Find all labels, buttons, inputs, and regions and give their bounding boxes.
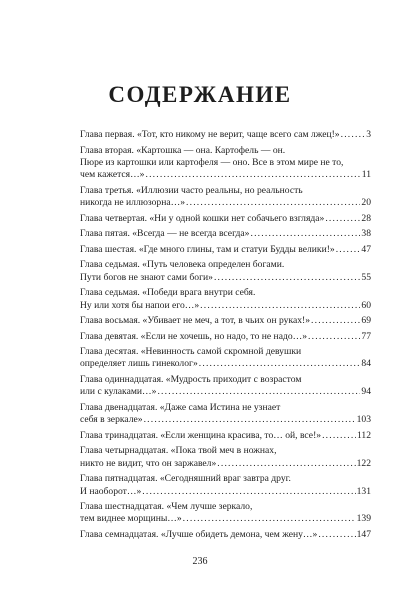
toc-page-number: 112 <box>356 429 371 441</box>
dot-leader <box>336 244 361 256</box>
toc-entry <box>80 259 371 287</box>
toc-page-number: 131 <box>356 485 371 497</box>
toc-entry-last-line <box>80 300 371 312</box>
toc-entry <box>80 331 371 347</box>
toc-entry-last-line <box>80 315 371 327</box>
dot-leader <box>325 213 360 225</box>
dot-leader <box>157 386 360 398</box>
toc-page-number: 38 <box>361 228 371 240</box>
dot-leader <box>311 315 360 327</box>
toc-entry-line: Глава первая. «Тот, кто никому не верит, чаще всего сам лжец!» <box>80 129 340 140</box>
toc-entry-line: или с кулаками…» <box>80 386 157 398</box>
toc-entry <box>80 529 371 545</box>
toc-entry-line: чем кажется…» <box>80 169 145 181</box>
toc-entry <box>80 501 371 529</box>
dot-leader <box>199 358 361 370</box>
dot-leader <box>214 272 360 284</box>
page-number: 236 <box>192 556 208 567</box>
toc-entry-line: Глава одиннадцатая. «Мудрость приходит с возрастом <box>80 373 302 385</box>
toc-entry-line: определяет лишь гинеколог» <box>80 358 198 370</box>
toc-entry <box>80 315 371 331</box>
toc-page-number: 77 <box>361 330 371 342</box>
toc-entry-line: Глава седьмая. «Путь человека определен богами. <box>80 259 285 271</box>
dot-leader <box>250 228 360 240</box>
toc-entry-line: себя в зеркале» <box>80 414 143 426</box>
dot-leader <box>145 169 360 181</box>
toc-entry-last-line <box>80 197 371 209</box>
toc-entry-last-line <box>80 458 371 470</box>
dot-leader <box>308 331 360 343</box>
toc-entry <box>80 287 371 315</box>
toc-entry-line: И наоборот…» <box>80 485 142 497</box>
dot-leader <box>144 414 356 426</box>
toc-entry <box>80 473 371 501</box>
toc-entry-line: Глава двенадцатая. «Даже сама Истина не узнает <box>80 401 281 413</box>
toc-page-number: 60 <box>361 299 371 311</box>
toc-entry-line: Глава шестнадцатая. «Чем лучше зеркало, <box>80 501 253 513</box>
toc-page-number: 11 <box>361 169 371 181</box>
toc-page-number: 147 <box>356 528 371 540</box>
toc-page-number: 84 <box>361 358 371 370</box>
dot-leader <box>183 513 356 525</box>
toc-entry-line: Глава пятнадцатая. «Сегодняшний враг завтра друг. <box>80 473 291 485</box>
toc-entry-line: тем виднее морщины…» <box>80 513 182 525</box>
toc-entry <box>80 402 371 430</box>
toc-entry-last-line <box>80 169 371 181</box>
dot-leader <box>142 486 355 498</box>
dot-leader <box>217 458 355 470</box>
toc-page-number: 103 <box>356 414 371 426</box>
toc-page-number: 3 <box>366 129 371 140</box>
toc-entry <box>80 346 371 374</box>
toc-entry-last-line <box>80 272 371 284</box>
dot-leader <box>186 197 360 209</box>
toc-entry-last-line <box>80 430 371 442</box>
toc-entry-last-line <box>80 213 371 225</box>
toc-entry-line: Глава пятая. «Всегда — не всегда всегда» <box>80 228 250 240</box>
toc-page-number: 94 <box>361 386 371 398</box>
toc-page-number: 47 <box>361 243 371 255</box>
toc-entry-line: Глава шестая. «Где много глины, там и статуи Будды велики!» <box>80 243 335 255</box>
toc-entry-line: Глава четырнадцатая. «Пока твой меч в ножнах, <box>80 445 277 457</box>
toc-entry-line: Глава восьмая. «Убивает не меч, а тот, в чьих он руках!» <box>80 315 311 327</box>
toc-entry-line: Глава четвертая. «Ни у одной кошки нет собачьего взгляда» <box>80 212 325 224</box>
toc-entry <box>80 244 371 260</box>
toc-entry <box>80 228 371 244</box>
toc-page-number: 28 <box>361 212 371 224</box>
toc-entry-last-line <box>80 386 371 398</box>
toc-entry-last-line <box>80 513 371 525</box>
toc-entry-line: никто не видит, что он заржавел» <box>80 457 217 469</box>
toc-entry-line: Глава третья. «Иллюзии часто реальны, но реальность <box>80 184 303 196</box>
toc-entry <box>80 145 371 185</box>
toc-entry-last-line <box>80 331 371 343</box>
dot-leader <box>200 300 360 312</box>
toc-entry <box>80 185 371 213</box>
toc-entry-line: Глава семнадцатая. «Лучше обидеть демона, чем жену…» <box>80 528 318 540</box>
toc-page-number: 69 <box>361 315 371 327</box>
toc-entry <box>80 213 371 229</box>
toc-entry-line: Глава вторая. «Картошка — она. Картофель — он. <box>80 144 286 156</box>
toc-entry <box>80 374 371 402</box>
toc-entry-line: Глава десятая. «Невинность самой скромной девушки <box>80 346 302 358</box>
page-title: СОДЕРЖАНИЕ <box>108 82 292 107</box>
toc-entry <box>80 445 371 473</box>
dot-leader <box>318 529 355 541</box>
toc-entry-line: Пюре из картошки или картофеля — оно. Все в этом мире не то, <box>80 156 344 168</box>
toc-page-number: 20 <box>361 197 371 209</box>
toc-page-number: 139 <box>356 513 371 525</box>
toc-entry-last-line <box>80 529 371 541</box>
toc-entry <box>80 129 371 145</box>
dot-leader <box>322 430 356 442</box>
dot-leader <box>341 129 366 141</box>
toc-entry-line: Глава тринадцатая. «Если женщина красива, то… ой, все!» <box>80 429 322 441</box>
toc-entry <box>80 430 371 446</box>
toc-entry-line: никогда не иллюзорна…» <box>80 197 186 209</box>
toc-page-number: 55 <box>361 271 371 283</box>
toc-entry-line: Ну или хотя бы напои его…» <box>80 299 200 311</box>
toc-entry-line: Пути богов не знают сами боги» <box>80 271 213 283</box>
toc-entry-line: Глава девятая. «Если не хочешь, но надо, то не надо…» <box>80 330 308 342</box>
toc-entry-last-line <box>80 244 371 256</box>
toc-entry-line: Глава седьмая. «Победи врага внутри себя. <box>80 287 256 299</box>
toc-entry-last-line <box>80 414 371 426</box>
toc-entry-last-line <box>80 486 371 498</box>
toc-entry-last-line <box>80 358 371 370</box>
table-of-contents <box>80 129 371 544</box>
toc-entry-last-line <box>80 129 371 141</box>
toc-page-number: 122 <box>356 457 371 469</box>
toc-entry-last-line <box>80 228 371 240</box>
